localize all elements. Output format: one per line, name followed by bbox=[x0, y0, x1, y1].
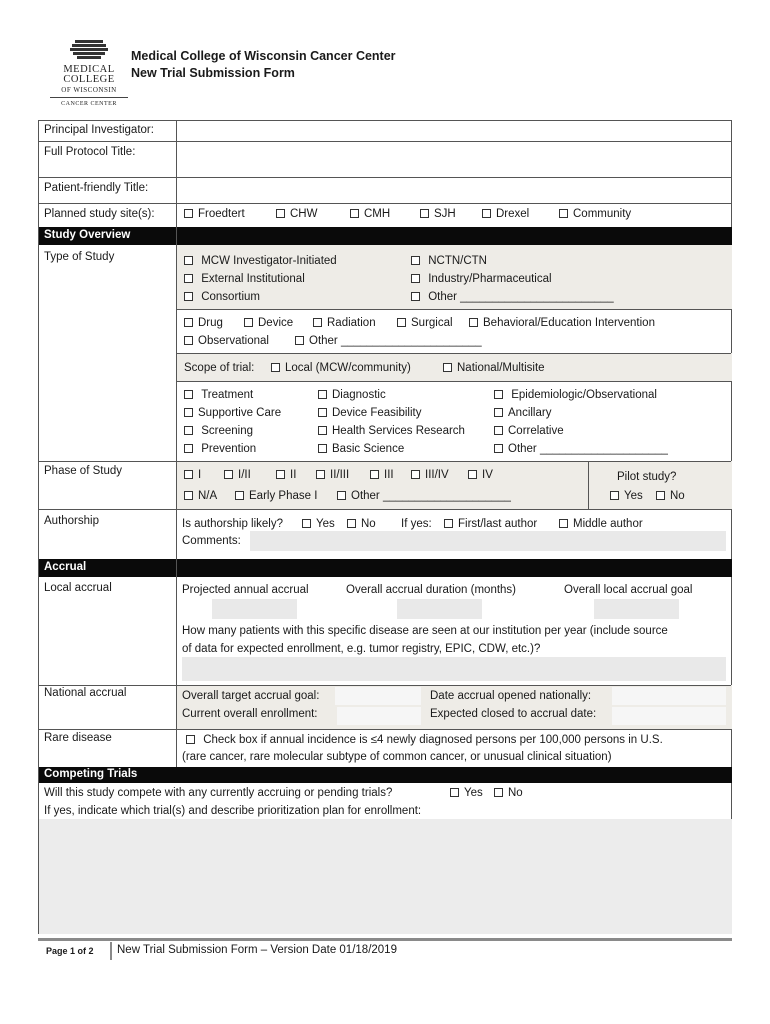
scope-local[interactable]: Local (MCW/community) bbox=[271, 361, 411, 376]
sponsor-industry[interactable]: Industry/Pharmaceutical bbox=[411, 272, 552, 287]
checkbox-icon[interactable] bbox=[184, 444, 193, 453]
sponsor-consortium[interactable]: Consortium bbox=[184, 290, 260, 305]
date-opened-field[interactable] bbox=[612, 687, 726, 705]
checkbox-icon[interactable] bbox=[244, 318, 253, 327]
checkbox-icon[interactable] bbox=[318, 426, 327, 435]
rare-disease-checkbox[interactable]: Check box if annual incidence is ≤4 newly diagnosed persons per 100,000 persons in U.S. bbox=[186, 733, 663, 748]
purpose-treatment[interactable]: Treatment bbox=[184, 388, 253, 403]
phase-i[interactable]: I bbox=[184, 468, 201, 483]
pilot-study-label: Pilot study? bbox=[617, 471, 677, 483]
checkbox-icon[interactable] bbox=[482, 209, 491, 218]
purpose-supportive-care[interactable]: Supportive Care bbox=[184, 406, 281, 421]
competing-instruction: If yes, indicate which trial(s) and describe prioritization plan for enrollment: bbox=[44, 805, 422, 817]
logo-text-medical: MEDICAL bbox=[63, 64, 115, 75]
pi-label: Principal Investigator: bbox=[44, 124, 154, 136]
authorship-yes[interactable]: Yes bbox=[302, 517, 335, 532]
purpose-device-feasibility[interactable]: Device Feasibility bbox=[318, 406, 421, 421]
pilot-no[interactable]: No bbox=[656, 489, 685, 504]
annual-accrual-label: Projected annual accrual bbox=[182, 584, 309, 596]
checkbox-icon[interactable] bbox=[350, 209, 359, 218]
accrual-duration-label: Overall accrual duration (months) bbox=[346, 584, 517, 596]
target-goal-field[interactable] bbox=[335, 687, 421, 705]
checkbox-icon[interactable] bbox=[444, 519, 453, 528]
checkbox-icon[interactable] bbox=[318, 444, 327, 453]
comments-field[interactable] bbox=[250, 531, 726, 551]
checkbox-icon[interactable] bbox=[559, 209, 568, 218]
patient-title-field[interactable] bbox=[177, 178, 732, 203]
checkbox-icon[interactable] bbox=[184, 470, 193, 479]
target-goal-label: Overall target accrual goal: bbox=[182, 690, 320, 702]
accrual-bar bbox=[39, 559, 732, 577]
authorship-ifyes-label: If yes: bbox=[401, 518, 432, 530]
phase-iii-iv[interactable]: III/IV bbox=[411, 468, 449, 483]
intervention-radiation[interactable]: Radiation bbox=[313, 316, 376, 331]
phase-iv[interactable]: IV bbox=[468, 468, 493, 483]
checkbox-icon[interactable] bbox=[276, 470, 285, 479]
purpose-correlative[interactable]: Correlative bbox=[494, 424, 564, 439]
scope-label: Scope of trial: bbox=[184, 362, 255, 374]
checkbox-icon[interactable] bbox=[347, 519, 356, 528]
phase-iii[interactable]: III bbox=[370, 468, 394, 483]
purpose-other[interactable]: Other ____________________ bbox=[494, 442, 668, 457]
authorship-first-last[interactable]: First/last author bbox=[444, 517, 537, 532]
footer-rule bbox=[38, 938, 732, 941]
pilot-yes[interactable]: Yes bbox=[610, 489, 643, 504]
intervention-behavioral[interactable]: Behavioral/Education Intervention bbox=[469, 316, 655, 331]
purpose-diagnostic[interactable]: Diagnostic bbox=[318, 388, 386, 403]
intervention-other[interactable]: Other ______________________ bbox=[295, 334, 482, 349]
accrual-duration-field[interactable] bbox=[397, 599, 482, 619]
scope-national[interactable]: National/Multisite bbox=[443, 361, 545, 376]
mcw-logo bbox=[50, 38, 128, 114]
patients-question-line2: of data for expected enrollment, e.g. tumor registry, EPIC, CDW, etc.)? bbox=[182, 643, 541, 655]
intervention-device[interactable]: Device bbox=[244, 316, 293, 331]
checkbox-icon[interactable] bbox=[397, 318, 406, 327]
site-option-drexel[interactable]: Drexel bbox=[482, 207, 529, 222]
checkbox-icon[interactable] bbox=[469, 318, 478, 327]
phase-early-i[interactable]: Early Phase I bbox=[235, 489, 317, 504]
footer-separator bbox=[110, 942, 112, 960]
protocol-title-field[interactable] bbox=[177, 142, 732, 177]
local-accrual-label: Local accrual bbox=[44, 582, 112, 594]
checkbox-icon[interactable] bbox=[184, 390, 193, 399]
national-accrual-label: National accrual bbox=[44, 687, 127, 699]
checkbox-icon[interactable] bbox=[656, 491, 665, 500]
site-option-froedtert[interactable]: Froedtert bbox=[184, 207, 245, 222]
logo-text-wisconsin: OF WISCONSIN bbox=[61, 86, 117, 94]
rare-disease-label: Rare disease bbox=[44, 732, 112, 744]
checkbox-icon[interactable] bbox=[450, 788, 459, 797]
purpose-prevention[interactable]: Prevention bbox=[184, 442, 256, 457]
purpose-epidemiologic[interactable]: Epidemiologic/Observational bbox=[494, 388, 657, 403]
local-accrual-goal-label: Overall local accrual goal bbox=[564, 584, 693, 596]
checkbox-icon[interactable] bbox=[184, 318, 193, 327]
checkbox-icon[interactable] bbox=[271, 363, 280, 372]
intervention-drug[interactable]: Drug bbox=[184, 316, 223, 331]
sites-label: Planned study site(s): bbox=[44, 208, 155, 220]
checkbox-icon[interactable] bbox=[186, 735, 195, 744]
phase-ii-iii[interactable]: II/III bbox=[316, 468, 349, 483]
sponsor-mcw[interactable]: MCW Investigator-Initiated bbox=[184, 254, 337, 269]
protocol-title-label: Full Protocol Title: bbox=[44, 146, 136, 158]
checkbox-icon[interactable] bbox=[370, 470, 379, 479]
competing-no[interactable]: No bbox=[494, 786, 523, 801]
authorship-no[interactable]: No bbox=[347, 517, 376, 532]
checkbox-icon[interactable] bbox=[235, 491, 244, 500]
site-option-sjh[interactable]: SJH bbox=[420, 207, 456, 222]
checkbox-icon[interactable] bbox=[494, 444, 503, 453]
competing-trials-field[interactable] bbox=[39, 819, 732, 934]
site-option-community[interactable]: Community bbox=[559, 207, 631, 222]
pi-field[interactable] bbox=[177, 121, 732, 141]
checkbox-icon[interactable] bbox=[411, 292, 420, 301]
study-overview-heading: Study Overview bbox=[44, 229, 131, 241]
books-logo-icon bbox=[69, 38, 109, 60]
page-number: Page 1 of 2 bbox=[46, 946, 94, 956]
phase-na[interactable]: N/A bbox=[184, 489, 217, 504]
checkbox-icon[interactable] bbox=[316, 470, 325, 479]
checkbox-icon[interactable] bbox=[318, 390, 327, 399]
intervention-surgical[interactable]: Surgical bbox=[397, 316, 453, 331]
expected-closed-field[interactable] bbox=[612, 707, 726, 725]
page-title bbox=[131, 48, 396, 82]
comments-label: Comments: bbox=[182, 535, 241, 547]
authorship-question: Is authorship likely? bbox=[182, 518, 283, 530]
checkbox-icon[interactable] bbox=[184, 408, 193, 417]
site-option-chw[interactable]: CHW bbox=[276, 207, 317, 222]
expected-closed-label: Expected closed to accrual date: bbox=[430, 708, 597, 720]
competing-yes[interactable]: Yes bbox=[450, 786, 483, 801]
checkbox-icon[interactable] bbox=[494, 408, 503, 417]
authorship-middle[interactable]: Middle author bbox=[559, 517, 643, 532]
local-accrual-goal-field[interactable] bbox=[594, 599, 679, 619]
title-institution: Medical College of Wisconsin Cancer Center bbox=[131, 49, 396, 63]
checkbox-icon[interactable] bbox=[276, 209, 285, 218]
checkbox-icon[interactable] bbox=[184, 256, 193, 265]
checkbox-icon[interactable] bbox=[411, 470, 420, 479]
checkbox-icon[interactable] bbox=[443, 363, 452, 372]
checkbox-icon[interactable] bbox=[184, 426, 193, 435]
date-opened-label: Date accrual opened nationally: bbox=[430, 690, 592, 702]
annual-accrual-field[interactable] bbox=[212, 599, 297, 619]
checkbox-icon[interactable] bbox=[337, 491, 346, 500]
purpose-screening[interactable]: Screening bbox=[184, 424, 253, 439]
competing-question: Will this study compete with any currently accruing or pending trials? bbox=[44, 787, 393, 799]
checkbox-icon[interactable] bbox=[302, 519, 311, 528]
checkbox-icon[interactable] bbox=[420, 209, 429, 218]
checkbox-icon[interactable] bbox=[411, 274, 420, 283]
logo-text-cancer-center: CANCER CENTER bbox=[50, 97, 128, 109]
checkbox-icon[interactable] bbox=[494, 788, 503, 797]
purpose-ancillary[interactable]: Ancillary bbox=[494, 406, 551, 421]
purpose-health-services[interactable]: Health Services Research bbox=[318, 424, 465, 439]
purpose-basic-science[interactable]: Basic Science bbox=[318, 442, 404, 457]
checkbox-icon[interactable] bbox=[184, 336, 193, 345]
current-enrollment-label: Current overall enrollment: bbox=[182, 708, 318, 720]
phase-i-ii[interactable]: I/II bbox=[224, 468, 251, 483]
logo-text-college: COLLEGE bbox=[63, 74, 115, 85]
submission-form bbox=[38, 120, 732, 934]
competing-trials-bar bbox=[150, 767, 732, 783]
site-option-cmh[interactable]: CMH bbox=[350, 207, 390, 222]
checkbox-icon[interactable] bbox=[318, 408, 327, 417]
checkbox-icon[interactable] bbox=[313, 318, 322, 327]
patients-per-year-field[interactable] bbox=[182, 657, 726, 681]
footer-version: New Trial Submission Form – Version Date 01/18/2019 bbox=[117, 944, 397, 956]
patients-question-line1: How many patients with this specific disease are seen at our institution per year (include source bbox=[182, 625, 668, 637]
rare-disease-note: (rare cancer, rare molecular subtype of common cancer, or unusual clinical situation) bbox=[182, 751, 612, 763]
phase-label: Phase of Study bbox=[44, 465, 122, 477]
checkbox-icon[interactable] bbox=[184, 292, 193, 301]
intervention-observational[interactable]: Observational bbox=[184, 334, 269, 349]
checkbox-icon[interactable] bbox=[468, 470, 477, 479]
checkbox-icon[interactable] bbox=[610, 491, 619, 500]
authorship-label: Authorship bbox=[44, 515, 99, 527]
phase-ii[interactable]: II bbox=[276, 468, 296, 483]
checkbox-icon[interactable] bbox=[184, 274, 193, 283]
competing-trials-heading: Competing Trials bbox=[44, 768, 138, 780]
sponsor-external[interactable]: External Institutional bbox=[184, 272, 305, 287]
patient-title-label: Patient-friendly Title: bbox=[44, 182, 149, 194]
checkbox-icon[interactable] bbox=[559, 519, 568, 528]
checkbox-icon[interactable] bbox=[295, 336, 304, 345]
checkbox-icon[interactable] bbox=[184, 209, 193, 218]
type-of-study-label: Type of Study bbox=[44, 251, 115, 263]
accrual-heading: Accrual bbox=[44, 561, 87, 573]
current-enrollment-field[interactable] bbox=[337, 707, 421, 725]
sponsor-other[interactable]: Other ________________________ bbox=[411, 290, 614, 305]
checkbox-icon[interactable] bbox=[494, 390, 503, 399]
title-form-name: New Trial Submission Form bbox=[131, 66, 295, 80]
study-overview-bar bbox=[39, 227, 732, 245]
checkbox-icon[interactable] bbox=[494, 426, 503, 435]
checkbox-icon[interactable] bbox=[224, 470, 233, 479]
phase-other[interactable]: Other ____________________ bbox=[337, 489, 511, 504]
checkbox-icon[interactable] bbox=[411, 256, 420, 265]
checkbox-icon[interactable] bbox=[184, 491, 193, 500]
sponsor-nctn[interactable]: NCTN/CTN bbox=[411, 254, 487, 269]
